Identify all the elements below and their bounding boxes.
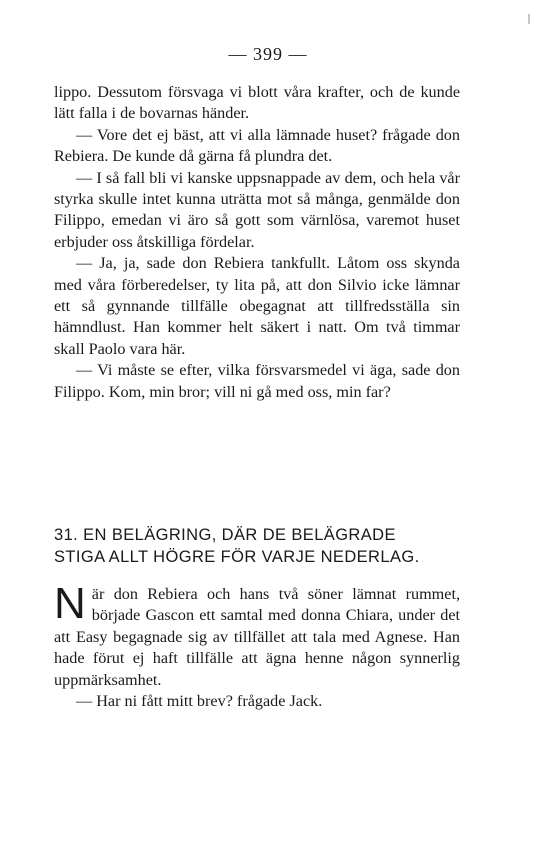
- body-text: [54, 82, 460, 403]
- chapter-heading-line-1: 31. EN BELÄGRING, DÄR DE BELÄGRADE: [54, 526, 396, 544]
- chapter-paragraph-2: — Har ni fått mitt brev? frågade Jack.: [76, 692, 323, 711]
- chapter-paragraph-1: [54, 579, 460, 691]
- paragraph-4: — Ja, ja, sade don Rebiera tankfullt. Låtom oss skynda med våra förberedelser, ty lita på, att don Silvio icke lämnar ett så gynnande tillfälle obegagnat att tillfredsställa sin hämndlust. Han kommer helt säkert i natt. Om två timmar skall Paolo vara här.: [54, 254, 460, 358]
- chapter-body: [54, 579, 460, 712]
- chapter-heading-line-2: STIGA ALLT HÖGRE FÖR VARJE NEDERLAG.: [54, 548, 420, 566]
- paragraph-1: lippo. Dessutom försvaga vi blott våra krafter, och de kunde lätt falla i de bovarnas händer.: [54, 83, 460, 123]
- drop-cap: N: [54, 579, 86, 628]
- page-edge-mark: [528, 14, 530, 24]
- paragraph-2: — Vore det ej bäst, att vi alla lämnade huset? frågade don Rebiera. De kunde då gärna få plundra det.: [54, 125, 460, 166]
- paragraph-5: — Vi måste se efter, vilka försvarsmedel vi äga, sade don Filippo. Kom, min bror; vill ni gå med oss, min far?: [54, 361, 460, 401]
- chapter-heading: [54, 524, 464, 568]
- page-number: — 399 —: [228, 44, 308, 64]
- paragraph-3: — I så fall bli vi kanske uppsnappade av dem, och hela vår styrka skulle intet kunna uträtta mot så många, genmälde don Filippo, emedan vi äro så gott som värnlösa, varemot huset erbjuder oss åtskilliga fördelar.: [54, 168, 460, 251]
- chapter-paragraph-1-text: är don Rebiera och hans två söner lämnat rummet, började Gascon ett samtal med donna Chiara, under det att Easy begagnade sig av tillfället att tala med Agnese. Han hade förut ej haft tillfälle att ägna henne någon synnerlig uppmärksamhet.: [54, 585, 460, 689]
